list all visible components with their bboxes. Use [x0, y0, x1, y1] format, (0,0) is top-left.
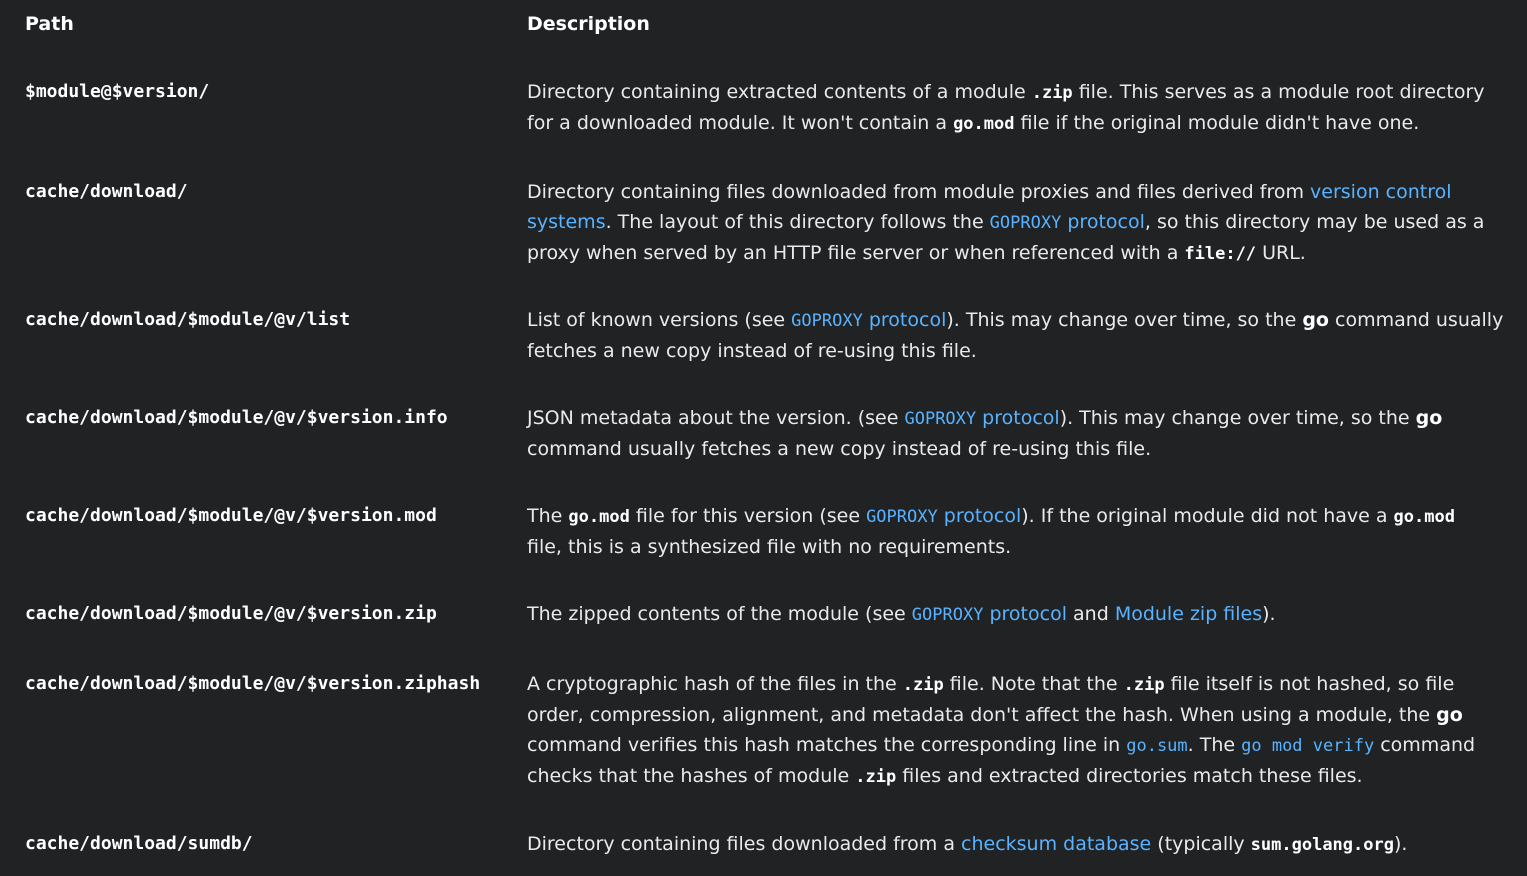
text: command: [1374, 734, 1476, 756]
link-text: protocol: [1061, 211, 1145, 233]
text: JSON metadata about the version. (see: [527, 407, 905, 429]
inline-code: go.mod: [1393, 507, 1455, 527]
vcs-link[interactable]: systems: [527, 211, 606, 233]
text: file. Note that the: [943, 673, 1124, 695]
goproxy-protocol-link[interactable]: [791, 309, 946, 331]
inline-code: sum.golang.org: [1250, 835, 1394, 855]
inline-code: go mod verify: [1241, 736, 1375, 756]
inline-code: go.sum: [1126, 736, 1188, 756]
goproxy-protocol-link[interactable]: [866, 505, 1021, 527]
text: . The: [1187, 734, 1242, 756]
inline-code: .zip: [1123, 675, 1165, 695]
link-text: protocol: [976, 407, 1060, 429]
inline-code: GOPROXY: [911, 605, 984, 625]
description-cell: [527, 599, 1527, 630]
link-text: protocol: [983, 603, 1067, 625]
path-cell: cache/download/$module/@v/list: [25, 309, 351, 330]
text: A cryptographic hash of the files in the: [527, 673, 903, 695]
path-cell: cache/download/$module/@v/$version.mod: [25, 505, 437, 526]
text: for a downloaded module. It won't contain a: [527, 112, 954, 134]
description-cell: [527, 829, 1527, 860]
text: ). This may change over time, so the: [946, 309, 1303, 331]
text: Directory containing files downloaded from a: [527, 833, 962, 855]
text: List of known versions (see: [527, 309, 792, 331]
text: file itself is not hashed, so file: [1164, 673, 1455, 695]
text: command verifies this hash matches the corresponding line in: [527, 734, 1127, 756]
text: URL.: [1256, 242, 1306, 264]
text: checks that the hashes of module: [527, 765, 856, 787]
go-mod-verify-link[interactable]: [1241, 734, 1374, 756]
text: ).: [1393, 833, 1408, 855]
link-text: protocol: [862, 309, 947, 331]
inline-code: GOPROXY: [989, 213, 1062, 233]
text: proxy when served by an HTTP file server or when referenced with a: [527, 242, 1185, 264]
goproxy-protocol-link[interactable]: [990, 211, 1145, 233]
text: (typically: [1151, 833, 1251, 855]
path-cell: cache/download/$module/@v/$version.info: [25, 407, 448, 428]
text: Directory containing files downloaded from module proxies and files derived from: [527, 181, 1311, 203]
column-header-description: Description: [527, 13, 650, 35]
text: ). This may change over time, so the: [1059, 407, 1416, 429]
inline-code: GOPROXY: [904, 409, 977, 429]
text: file for this version (see: [629, 505, 867, 527]
text: and: [1066, 603, 1115, 625]
text: , so this directory may be used as a: [1144, 211, 1485, 233]
inline-code: file://: [1184, 244, 1257, 264]
inline-code: .zip: [1031, 83, 1073, 103]
inline-code: go.mod: [953, 114, 1015, 134]
description-cell: [527, 669, 1527, 792]
text: Directory containing extracted contents of a module: [527, 81, 1032, 103]
path-cell: cache/download/: [25, 181, 188, 202]
text: fetches a new copy instead of re-using this file.: [527, 340, 977, 362]
text: The zipped contents of the module (see: [527, 603, 912, 625]
inline-code: GOPROXY: [866, 507, 938, 527]
path-cell: cache/download/$module/@v/$version.zip: [25, 603, 437, 624]
inline-code: GOPROXY: [791, 311, 863, 331]
goproxy-protocol-link[interactable]: [904, 407, 1059, 429]
text: . The layout of this directory follows the: [605, 211, 990, 233]
module-zip-files-link[interactable]: Module zip files: [1114, 603, 1263, 625]
text: ).: [1262, 603, 1276, 625]
text: file if the original module didn't have one.: [1014, 112, 1420, 134]
text: The: [527, 505, 569, 527]
description-cell: [527, 403, 1527, 464]
column-header-path: Path: [25, 13, 74, 35]
checksum-database-link[interactable]: checksum database: [961, 833, 1152, 855]
path-cell: cache/download/$module/@v/$version.ziphash: [25, 673, 481, 694]
go-sum-link[interactable]: [1126, 734, 1187, 756]
keyword: go: [1415, 407, 1443, 429]
vcs-link[interactable]: version control: [1310, 181, 1452, 203]
text: command usually: [1328, 309, 1504, 331]
keyword: go: [1436, 704, 1463, 726]
text: file, this is a synthesized file with no requirements.: [527, 536, 1012, 558]
description-cell: [527, 77, 1527, 139]
text: files and extracted directories match these files.: [896, 765, 1363, 787]
inline-code: .zip: [855, 767, 897, 787]
inline-code: .zip: [902, 675, 944, 695]
description-cell: [527, 305, 1527, 366]
text: ). If the original module did not have a: [1021, 505, 1394, 527]
text: order, compression, alignment, and metadata don't affect the hash. When using a module, the: [527, 704, 1437, 726]
text: command usually fetches a new copy instead of re-using this file.: [527, 438, 1152, 460]
goproxy-protocol-link[interactable]: [912, 603, 1067, 625]
text: file. This serves as a module root directory: [1072, 81, 1485, 103]
description-cell: [527, 177, 1527, 269]
path-cell: cache/download/sumdb/: [25, 833, 253, 854]
keyword: go: [1302, 309, 1329, 331]
description-cell: [527, 501, 1527, 562]
link-text: protocol: [937, 505, 1022, 527]
path-cell: $module@$version/: [25, 81, 210, 102]
inline-code: go.mod: [568, 507, 630, 527]
